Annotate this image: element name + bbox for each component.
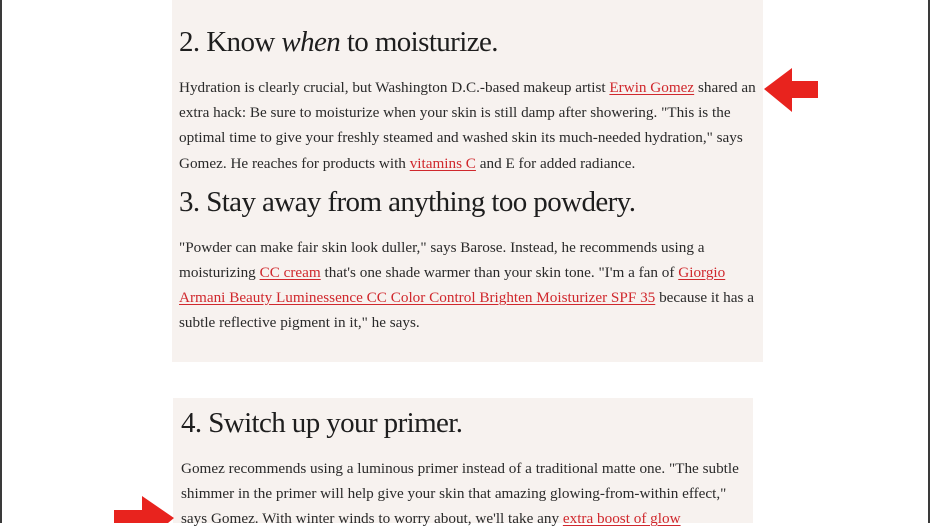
heading-emphasis: when <box>281 26 341 58</box>
link-erwin-gomez[interactable]: Erwin Gomez <box>609 79 695 96</box>
section-paragraph-2: Hydration is clearly crucial, but Washington D.C.-based makeup artist Erwin Gomez shared an extra hack: Be sure to moisturize when your skin is still damp after showering. "This is the optimal time to give your freshly steamed and washed skin its much-needed hydration," says Gomez. He reaches for products with vitamins C and E for added radiance. <box>179 79 756 172</box>
section-paragraph-3: "Powder can make fair skin look duller," says Barose. Instead, he recommends using a moisturizing CC cream that's one shade warmer than your skin tone. "I'm a fan of Giorgio Armani Beauty Luminessence CC Color Control Brighten Moisturizer SPF 35 because it has a subtle reflective pigment in it," he says. <box>179 238 754 332</box>
arrow-left-icon <box>760 64 822 116</box>
link-vitamins-c[interactable]: vitamins C <box>409 154 476 172</box>
section-heading-2: 2. Know when to moisturize. <box>179 26 498 58</box>
link-giorgio-armani-cc[interactable]: Giorgio Armani Beauty Luminessence CC Color Control Brighten Moisturizer SPF 35 <box>179 264 726 307</box>
link-extra-boost-of-glow[interactable]: extra boost of glow <box>562 510 681 528</box>
arrow-right-icon <box>112 492 176 523</box>
section-paragraph-4: Gomez recommends using a luminous primer instead of a traditional matte one. "The subtle shimmer in the primer will help give your skin that amazing glowing-from-within effect," says Gomez. With winter winds to worry about, we'll take any extra boost of glow <box>181 460 739 528</box>
article-content-bottom <box>181 398 751 532</box>
section-heading-4: 4. Switch up your primer. <box>181 407 463 439</box>
section-heading-3: 3. Stay away from anything too powdery. <box>179 185 636 218</box>
link-cc-cream[interactable]: CC cream <box>259 264 321 282</box>
window-border-left <box>0 0 2 523</box>
article-content-top <box>179 0 759 336</box>
